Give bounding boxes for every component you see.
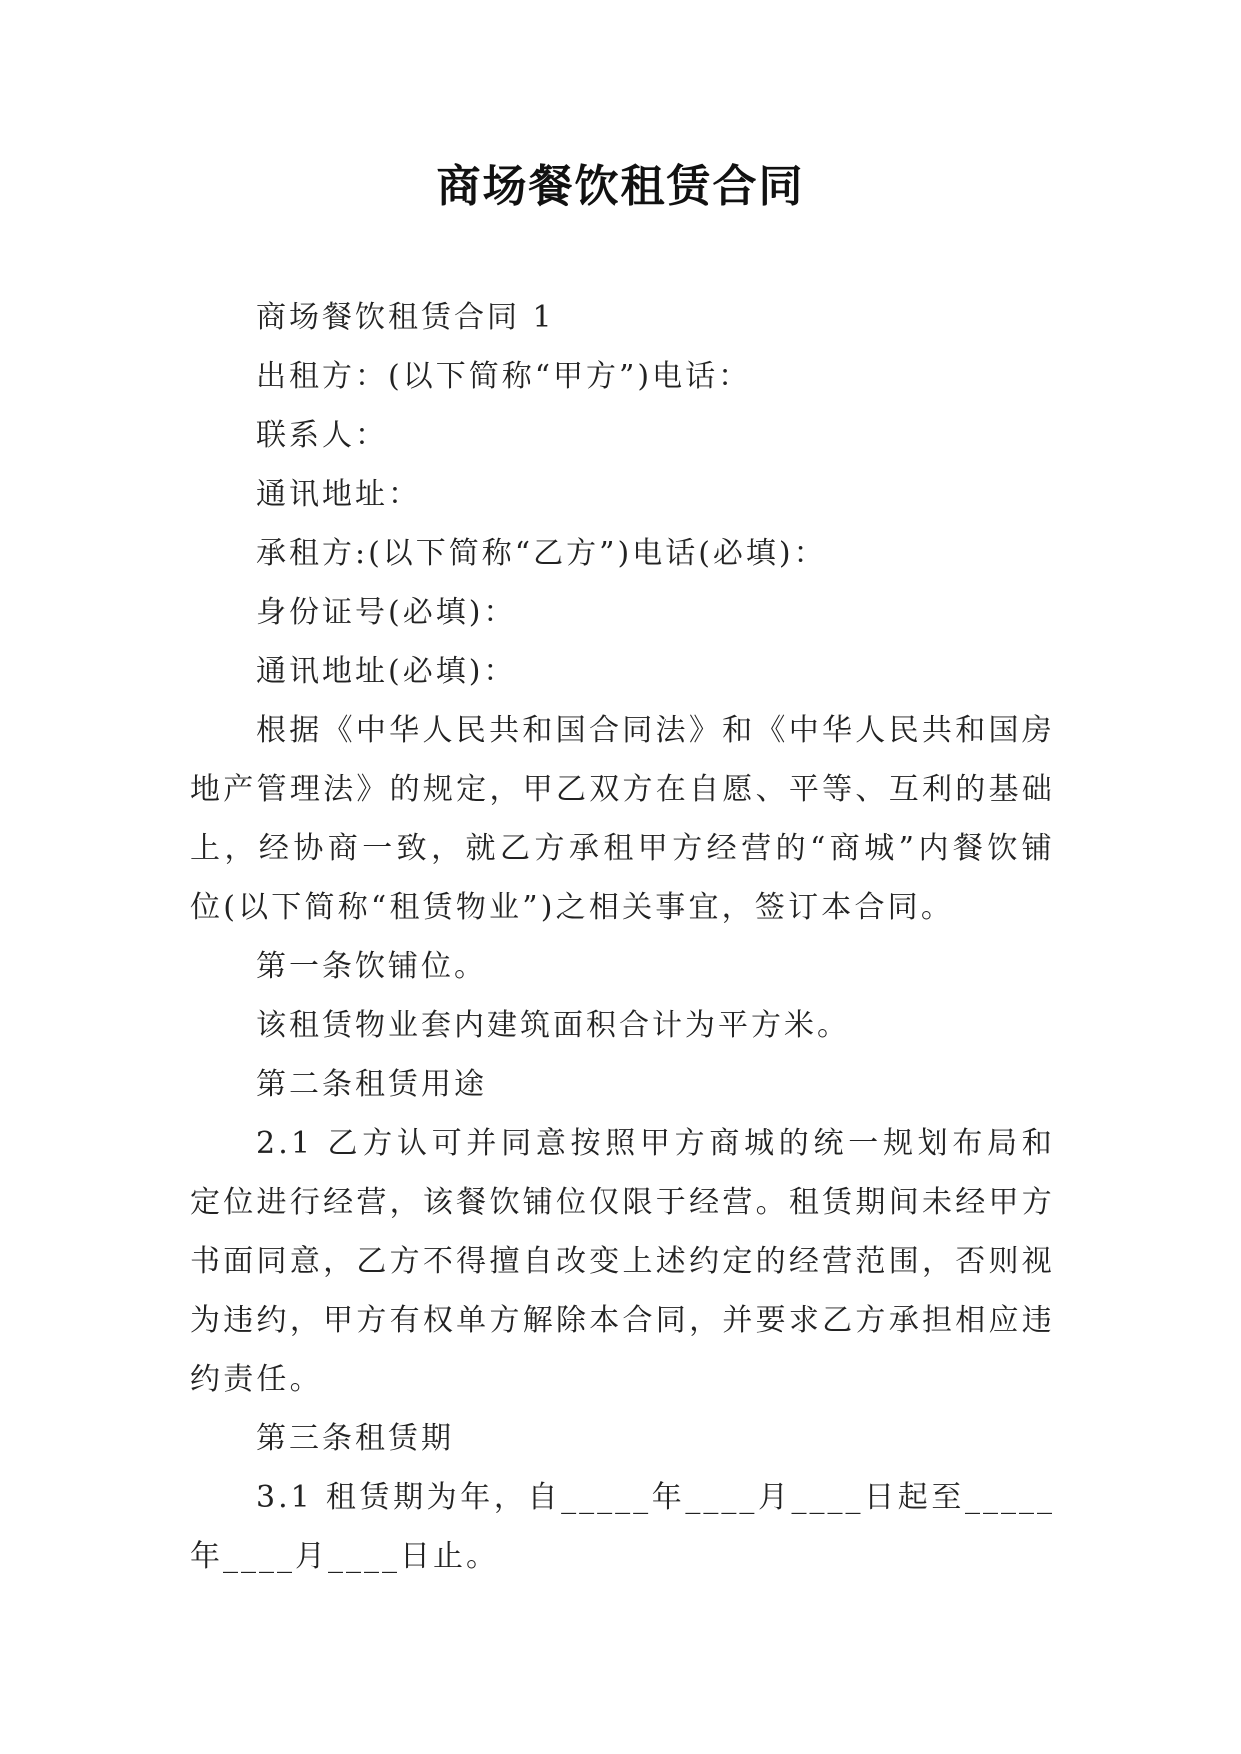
lessor-address-line: 通讯地址： [256,477,421,512]
contact-person-line: 联系人： [256,418,388,453]
lessee-line: 承租方:(以下简称“乙方”)电话(必填)： [256,536,827,571]
article-2-clause-2-1: 2.1 乙方认可并同意按照甲方商城的统一规划布局和定位进行经营，该餐饮铺位仅限于经营。租赁期间未经甲方书面同意，乙方不得擅自改变上述约定的经营范围，否则视为违约，甲方有权单方解除本合同，并要求乙方承担相应违约责任。 [190,1126,1055,1397]
article-1-area: 该租赁物业套内建筑面积合计为平方米。 [256,1008,850,1043]
id-number-line: 身份证号(必填)： [256,595,517,630]
article-1-heading: 第一条饮铺位。 [256,949,487,984]
article-3-clause-3-1: 3.1 租赁期为年，自_____年____月____日起至_____年____月____日止。 [190,1480,1055,1574]
lessee-address-line: 通讯地址(必填)： [256,654,517,689]
lessor-line: 出租方：(以下简称“甲方”)电话： [256,359,752,394]
document-title: 商场餐饮租赁合同 [436,161,805,212]
contract-subtitle: 商场餐饮租赁合同 1 [256,300,555,335]
article-3-heading: 第三条租赁期 [256,1421,454,1456]
preamble-paragraph: 根据《中华人民共和国合同法》和《中华人民共和国房地产管理法》的规定，甲乙双方在自愿、平等、互利的基础上，经协商一致，就乙方承租甲方经营的“商城”内餐饮铺位(以下简称“租赁物业”)之相关事宜，签订本合同。 [190,713,1055,925]
article-2-heading: 第二条租赁用途 [256,1067,487,1102]
document-body [190,288,1055,1586]
